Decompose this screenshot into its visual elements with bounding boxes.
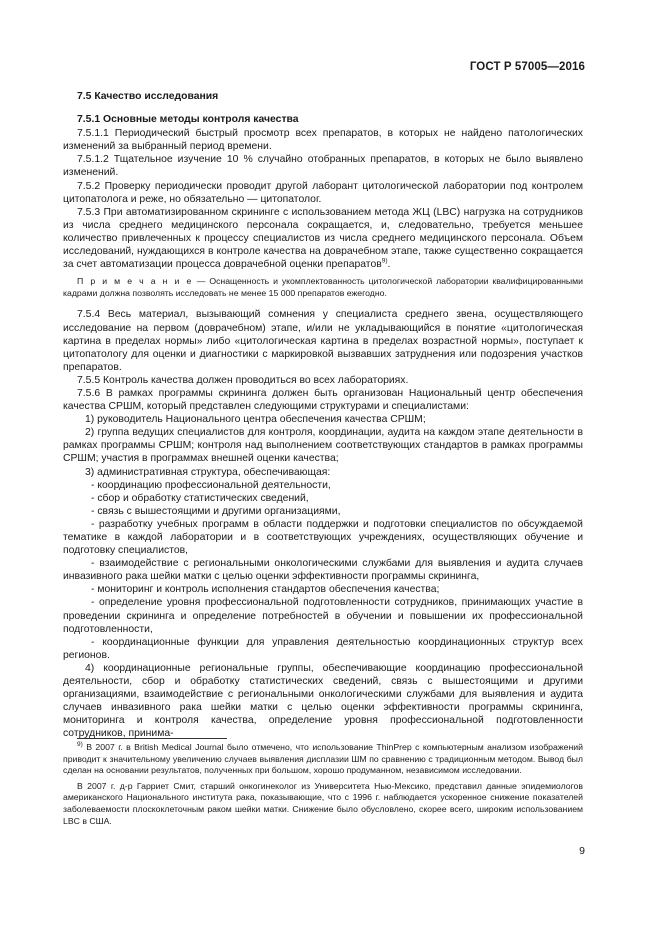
note-label: П р и м е ч а н и е — [77, 276, 193, 287]
footnote-text: В 2007 г. в British Medical Journal было отмечено, что использование ThinPrep с компьютерным анализом изображений приводит к значительному увеличению случаев выявления дисплазии ШМ по сравнению с традиционным методом. Вывод был сделан на основании результатов, полученных при большом, хорошо продуманном, независимом исследовании. — [63, 742, 583, 776]
subsection-title: 7.5.1 Основные методы контроля качества — [77, 114, 299, 126]
paragraph-text: 7.5.3 При автоматизированном скрининге с использованием метода ЖЦ (LBC) нагрузка на сотрудников из числа среднего медицинского персонала сокращается, и, следовательно, требуется меньшее количество привлеченных к процессу специалистов из числа среднего медицинского персонала. Объем исследований, нуждающихся в контроле качества на доврачебном этапе, также существенно сокращается за счет автоматизации процесса доврачебной оценки препаратов — [63, 206, 583, 271]
dash-item: - сбор и обработку статистических сведений, — [91, 492, 309, 504]
note — [63, 276, 583, 299]
list-item: 1) руководитель Национального центра обеспечения качества СРШМ; — [85, 414, 426, 426]
dash-item: - координационные функции для управления деятельностью координационных структур всех регионов. — [63, 636, 583, 661]
footnote: В 2007 г. д-р Гарриет Смит, старший онкогинеколог из Университета Нью-Мексико, представил данные эпидемиологов американского Национального института рака, показывающие, что с 1996 г. наблюдается ускоренное снижение показателей заболеваемости плоскоклеточным раком шейки матки. Снижение было обусловлено, скорее всего, широким использованием LBC в США. — [63, 780, 583, 826]
paragraph: 7.5.2 Проверку периодически проводит другой лаборант цитологической лаборатории под контролем цитопатолога и реже, но обязательно — цитопатолог. — [63, 180, 583, 205]
paragraph: 7.5.6 В рамках программы скрининга должен быть организован Национальный центр обеспечения качества СРШМ, который представлен следующими структурами и специалистами: — [63, 387, 583, 413]
footnote-number: 9) — [77, 741, 83, 749]
dash-item: - взаимодействие с региональными онкологическими службами для выявления и аудита случаев инвазивного рака шейки матки с целью оценки эффективности программы скрининга, — [63, 558, 583, 583]
paragraph: 7.5.1.2 Тщательное изучение 10 % случайно отобранных препаратов, в которых не было выявлено изменений. — [63, 154, 583, 179]
footnote — [63, 742, 583, 777]
dash-item: - координацию профессиональной деятельности, — [91, 479, 331, 491]
dash-item: - определение уровня профессиональной подготовленности сотрудников, принимающих участие в проведении скрининга и определение потребностей в обучении и повышении их профессиональной подготовленности, — [63, 597, 583, 635]
footnote-divider — [77, 738, 227, 739]
paragraph: 7.5.1.1 Периодический быстрый просмотр всех препаратов, в которых не найдено патологических изменений за выбранный период времени. — [63, 128, 583, 153]
page-number: 9 — [579, 845, 585, 857]
list-item: 4) координационные региональные группы, обеспечивающие координацию профессиональной деятельности, сбор и обработку статистических сведений, связь с вышестоящими и другими организациями, взаимодействие с региональными онкологическими службами для выявления и аудита случаев инвазивного рака шейки матки с целью оценки эффективности программы скрининга, мониторинга и контроля качества, определение уровня профессиональной подготовленности сотрудников, принима- — [63, 662, 583, 740]
dash-item: - мониторинг и контроль исполнения стандартов обеспечения качества; — [91, 584, 440, 596]
dash-item: - связь с вышестоящими и другими организациями, — [91, 505, 341, 517]
section-title: 7.5 Качество исследования — [77, 91, 219, 102]
paragraph: 7.5.3 При автоматизированном скрининге с использованием метода ЖЦ (LBC) нагрузка на сотрудников из числа среднего медицинского персонала сокращается, и, следовательно, требуется меньшее количество привлеченных к процессу специалистов из числа среднего медицинского персонала. Объем исследований, нуждающихся в контроле качества на доврачебном этапе, также существенно сокращается за счет автоматизации процесса доврачебной оценки препаратов$^{9)}$. — [63, 206, 583, 271]
document-body — [63, 90, 583, 741]
footnote-reference: 9) — [381, 257, 388, 265]
footnotes — [63, 742, 583, 827]
paragraph: 7.5.5 Контроль качества должен проводиться во всех лабораториях. — [77, 374, 409, 386]
dash-item: - разработку учебных программ в области поддержки и подготовки специалистов по обсуждаемой тематике в каждой лаборатории и в соответствующих учреждениях, осуществляющих обучение и подготовку специалистов, — [63, 518, 583, 557]
document-header: ГОСТ Р 57005—2016 — [469, 61, 585, 73]
list-item: 2) группа ведущих специалистов для контроля, координации, аудита на каждом этапе деятельности в рамках программы СРШМ; контроля над выполнением соответствующих стандартов в рамках программы СРШМ; участия в программах внешней оценки качества; — [63, 427, 583, 465]
note-text: — Оснащенность и укомплектованность цитологической лаборатории квалифицированными кадрами должна позволять исследовать не менее 15 000 препаратов ежегодно. — [63, 276, 583, 298]
list-item: 3) административная структура, обеспечивающая: — [85, 466, 331, 478]
paragraph: 7.5.4 Весь материал, вызывающий сомнения у специалиста среднего звена, осуществляющего исследование на первом (доврачебном) этапе, и/или не укладывающийся в понятие «цитологическая картина в пределах нормы» либо «цитологическая картина в пределах возрастной нормы», поступает к цитопатологу для оценки и диагностики с маркировкой вызвавших затруднения или подозрения участков препаратов. — [63, 309, 583, 373]
